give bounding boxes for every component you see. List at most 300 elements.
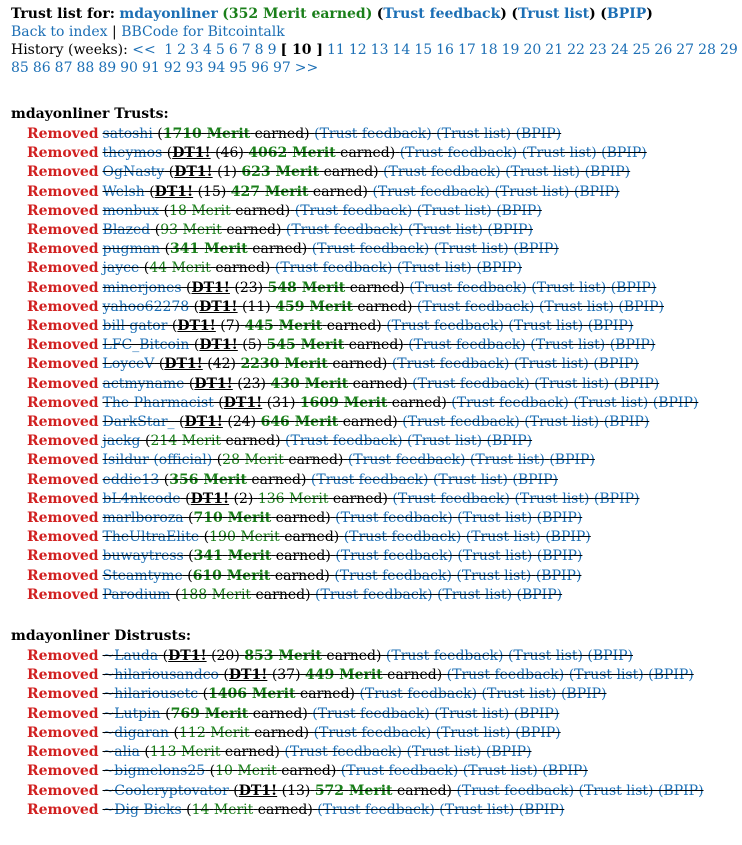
bpip-link[interactable]: (BPIP): [618, 298, 664, 315]
trust-feedback-link[interactable]: (Trust feedback): [416, 298, 535, 315]
history-next-link[interactable]: >>: [294, 60, 319, 76]
week-link[interactable]: 11: [327, 42, 345, 58]
merit-number: 1710: [162, 126, 202, 142]
bpip-link[interactable]: (BPIP): [610, 279, 657, 296]
entry-struck: yahoo62278 (DT1! (11) 459 Merit earned) (Trust feedback) (Trust list) (BPIP): [102, 298, 664, 315]
merit-word: Merit: [237, 763, 277, 780]
earned-text: earned): [226, 222, 282, 239]
dt-count: (15): [197, 183, 227, 200]
trust-feedback-link[interactable]: (Trust feedback): [312, 705, 430, 722]
history-weeks-line2: [11, 59, 661, 77]
trust-feedback-link[interactable]: (Trust feedback): [408, 337, 526, 354]
trust-list-link[interactable]: (Trust list): [507, 648, 583, 665]
merit-number: 710: [193, 510, 223, 527]
merit-number: 356: [169, 471, 199, 488]
entry-struck: ~Lauda (DT1! (20) 853 Merit earned) (Trust feedback) (Trust list) (BPIP): [102, 648, 633, 665]
list-item: [27, 183, 661, 202]
user-link[interactable]: ~Coolcryptovator: [102, 782, 229, 799]
history-label: History (weeks):: [11, 42, 128, 58]
merit-word: Merit: [211, 586, 252, 603]
trust-feedback-link[interactable]: (Trust feedback): [335, 510, 453, 527]
trust-list-link[interactable]: (Trust list): [465, 529, 541, 546]
bpip-link[interactable]: (BPIP): [515, 126, 562, 142]
header-bpip-link[interactable]: BPIP: [606, 6, 647, 22]
week-link[interactable]: 91: [141, 60, 160, 76]
user-link[interactable]: OgNasty: [102, 164, 165, 181]
list-item: [27, 586, 661, 605]
merit-number: 449: [305, 667, 335, 684]
bpip-link[interactable]: (BPIP): [593, 356, 639, 373]
removed-label: Removed: [27, 414, 99, 431]
week-link[interactable]: 25: [632, 42, 651, 58]
week-link[interactable]: 5: [215, 42, 225, 58]
bpip-link[interactable]: (BPIP): [648, 667, 694, 684]
user-link[interactable]: jayce: [102, 260, 140, 277]
entry-struck: monbux (18 Merit earned) (Trust feedback) (Trust list) (BPIP): [102, 202, 542, 219]
trust-feedback-link[interactable]: (Trust feedback): [383, 164, 501, 181]
list-item: [27, 221, 661, 240]
merit-number: 548: [267, 279, 297, 296]
trust-list-link[interactable]: (Trust list): [530, 337, 606, 354]
bpip-link[interactable]: (BPIP): [657, 782, 704, 799]
earned-text: earned): [225, 433, 281, 450]
week-link[interactable]: 12: [348, 42, 367, 58]
user-link[interactable]: pugman: [102, 241, 161, 258]
list-item: [27, 336, 661, 355]
bpip-link[interactable]: (BPIP): [613, 375, 660, 392]
trust-list-link[interactable]: (Trust list): [568, 667, 644, 684]
nav-line: [11, 23, 661, 41]
merit-value: [244, 648, 322, 664]
earned-text: earned): [252, 705, 308, 722]
bpip-link[interactable]: (BPIP): [476, 260, 522, 277]
week-link[interactable]: 9: [267, 42, 277, 58]
week-link[interactable]: 15: [414, 42, 433, 58]
bpip-link[interactable]: (BPIP): [573, 183, 620, 200]
week-link[interactable]: 94: [207, 60, 226, 76]
trust-feedback-link[interactable]: (Trust feedback): [343, 529, 462, 546]
merit-value: [192, 802, 254, 818]
trust-feedback-link[interactable]: (Trust feedback): [285, 222, 404, 239]
entry-struck: Steamtyme (610 Merit earned) (Trust feedback) (Trust list) (BPIP): [102, 567, 582, 584]
trust-list-link[interactable]: (Trust list): [396, 260, 472, 277]
list-item: [27, 685, 661, 704]
trusts-list: [27, 125, 699, 605]
trust-feedback-link[interactable]: (Trust feedback): [372, 183, 491, 200]
week-link[interactable]: 17: [457, 42, 476, 58]
week-link[interactable]: 27: [676, 42, 695, 58]
dt-count: (5): [242, 337, 263, 354]
bpip-link[interactable]: (BPIP): [487, 222, 533, 239]
bpip-link[interactable]: (BPIP): [587, 318, 634, 335]
merit-number: 572: [314, 782, 345, 799]
bpip-link[interactable]: (BPIP): [584, 164, 631, 181]
bpip-link[interactable]: (BPIP): [560, 686, 607, 703]
bpip-link[interactable]: (BPIP): [486, 433, 533, 450]
trust-feedback-link[interactable]: (Trust feedback): [315, 586, 433, 603]
bpip-link[interactable]: (BPIP): [485, 744, 532, 761]
removed-label: Removed: [27, 260, 99, 277]
bpip-link[interactable]: (BPIP): [516, 586, 563, 603]
list-item: [27, 355, 661, 374]
merit-value: [267, 337, 345, 353]
user-link[interactable]: ~Lutpin: [102, 705, 161, 722]
trust-list-link[interactable]: (Trust list): [494, 183, 570, 200]
list-item: [27, 240, 661, 259]
earned-text: earned): [235, 202, 291, 219]
earned-text: earned): [326, 648, 382, 665]
list-item: [27, 743, 661, 762]
week-link[interactable]: 1: [164, 42, 174, 58]
dt-count: (23): [234, 279, 264, 296]
trust-list-link[interactable]: (Trust list): [439, 801, 515, 818]
bpip-link[interactable]: (BPIP): [496, 202, 542, 219]
bpip-link[interactable]: (BPIP): [603, 414, 650, 431]
earned-text: earned): [348, 337, 404, 354]
week-link[interactable]: 18: [479, 42, 498, 58]
week-link[interactable]: 29: [719, 42, 738, 58]
merit-value: [215, 763, 277, 779]
merit-value: [163, 126, 250, 142]
bpip-link[interactable]: (BPIP): [593, 490, 640, 507]
user-link[interactable]: marlboroza: [102, 510, 184, 527]
merit-number: 28: [222, 452, 240, 469]
bpip-link[interactable]: (BPIP): [535, 567, 582, 584]
merit-word: Merit: [348, 782, 393, 799]
earned-text: earned): [224, 744, 280, 761]
entry-struck: marlboroza (710 Merit earned) (Trust feedback) (Trust list) (BPIP): [102, 510, 583, 527]
dt1-badge: DT1!: [228, 667, 268, 684]
user-link[interactable]: Isildur (official): [102, 452, 213, 469]
trust-list-link[interactable]: (Trust list): [407, 433, 483, 450]
earned-text: earned): [312, 183, 368, 200]
bpip-link[interactable]: (BPIP): [652, 394, 699, 411]
week-link[interactable]: 85: [11, 60, 29, 76]
merit-value: [169, 203, 231, 219]
user-link[interactable]: LFC_Bitcoin: [102, 337, 190, 354]
user-link[interactable]: mdayonliner: [119, 6, 218, 22]
trust-list-link[interactable]: (Trust list): [456, 567, 532, 584]
user-link[interactable]: The Pharmacist: [102, 394, 214, 411]
entry-struck: DarkStar_ (DT1! (24) 646 Merit earned) (Trust feedback) (Trust list) (BPIP): [102, 414, 650, 431]
trust-list-link[interactable]: (Trust list): [434, 705, 510, 722]
trust-feedback-link[interactable]: (Trust feedback): [347, 452, 466, 469]
trust-list-link[interactable]: (Trust list): [534, 375, 610, 392]
history-prev-link[interactable]: <<: [132, 42, 156, 58]
user-link[interactable]: Blazed: [102, 222, 151, 239]
trust-feedback-link[interactable]: (Trust feedback): [409, 279, 527, 296]
bpip-link[interactable]: (BPIP): [542, 763, 588, 780]
trust-feedback-link[interactable]: (Trust feedback): [335, 548, 453, 565]
week-link[interactable]: 93: [185, 60, 204, 76]
dt1-badge: DT1!: [190, 490, 230, 507]
trust-feedback-link[interactable]: (Trust feedback): [399, 145, 518, 162]
user-link[interactable]: DarkStar_: [102, 414, 175, 431]
trust-feedback-link[interactable]: (Trust feedback): [284, 744, 402, 761]
user-link[interactable]: bill gator: [102, 318, 168, 335]
trust-feedback-link[interactable]: (Trust feedback): [340, 763, 459, 780]
week-link[interactable]: 13: [370, 42, 389, 58]
bpip-link[interactable]: (BPIP): [512, 471, 558, 488]
user-link[interactable]: ~hilariousandco: [102, 667, 219, 684]
earned-text: earned): [275, 510, 331, 527]
dt1-badge: DT1!: [174, 164, 213, 181]
trust-list-link[interactable]: (Trust list): [437, 586, 513, 603]
user-link[interactable]: ~hilariousetc: [102, 686, 199, 703]
merit-word: Merit: [227, 548, 272, 565]
header-trust-list-link[interactable]: Trust list: [517, 6, 590, 22]
week-link[interactable]: 95: [229, 60, 248, 76]
removed-label: Removed: [27, 686, 99, 703]
removed-label: Removed: [27, 433, 99, 450]
trust-list-link[interactable]: (Trust list): [457, 510, 533, 527]
removed-label: Removed: [27, 126, 99, 142]
week-link[interactable]: 22: [567, 42, 585, 58]
merit-word: Merit: [275, 164, 320, 181]
removed-label: Removed: [27, 471, 99, 488]
trust-list-link[interactable]: (Trust list): [578, 782, 654, 799]
trust-list-link[interactable]: (Trust list): [416, 202, 492, 219]
entry-struck: satoshi (1710 Merit earned) (Trust feedback) (Trust list) (BPIP): [102, 126, 562, 142]
week-link[interactable]: 16: [436, 42, 454, 58]
user-link[interactable]: ~Lauda: [102, 648, 159, 665]
trust-list-link[interactable]: (Trust list): [433, 241, 509, 258]
nav-separator: |: [112, 24, 117, 40]
week-link[interactable]: 14: [392, 42, 411, 58]
week-link[interactable]: 28: [698, 42, 716, 58]
merit-number: 1406: [208, 686, 248, 703]
trust-list-link[interactable]: (Trust list): [469, 452, 545, 469]
user-link[interactable]: actmyname: [102, 375, 185, 392]
trust-feedback-link[interactable]: (Trust feedback): [392, 490, 510, 507]
entry-struck: eddie13 (356 Merit earned) (Trust feedback) (Trust list) (BPIP): [102, 471, 558, 488]
merit-value: [222, 452, 284, 468]
week-link[interactable]: 6: [228, 42, 238, 58]
removed-label: Removed: [27, 452, 99, 469]
merit-word: Merit: [309, 298, 353, 315]
bpip-link[interactable]: (BPIP): [549, 452, 595, 469]
entry-struck: Welsh (DT1! (15) 427 Merit earned) (Trust feedback) (Trust list) (BPIP): [102, 183, 620, 200]
trust-feedback-link[interactable]: (Trust feedback): [402, 414, 520, 431]
merit-value: [241, 164, 319, 180]
trust-list-link[interactable]: (Trust list): [524, 414, 600, 431]
bpip-link[interactable]: (BPIP): [536, 548, 583, 565]
week-link[interactable]: 19: [501, 42, 520, 58]
merit-word: Merit: [191, 202, 231, 219]
back-to-index-link[interactable]: Back to index: [11, 24, 108, 40]
trust-feedback-link[interactable]: (Trust feedback): [317, 801, 435, 818]
trust-feedback-link[interactable]: (Trust feedback): [451, 394, 569, 411]
bpip-link[interactable]: (BPIP): [587, 648, 633, 665]
trust-feedback-link[interactable]: (Trust feedback): [412, 375, 530, 392]
week-current: [ 10 ]: [280, 42, 323, 58]
merit-value: [149, 260, 211, 276]
week-link[interactable]: 26: [654, 42, 673, 58]
trust-list-link[interactable]: (Trust list): [531, 279, 607, 296]
merit-word: Merit: [240, 529, 280, 546]
earned-text: earned): [274, 567, 330, 584]
trust-feedback-link[interactable]: (Trust feedback): [386, 318, 504, 335]
user-link[interactable]: TheUltraElite: [102, 529, 200, 546]
merit-number: 10: [215, 763, 233, 780]
bpip-link[interactable]: (BPIP): [536, 510, 583, 527]
merit-value: [245, 318, 323, 334]
user-link[interactable]: LoyceV: [102, 356, 155, 373]
week-link[interactable]: 97: [272, 60, 291, 76]
earned-text: earned): [254, 126, 310, 142]
week-link[interactable]: 24: [610, 42, 629, 58]
week-link[interactable]: 87: [54, 60, 73, 76]
trust-list-link[interactable]: (Trust list): [513, 356, 589, 373]
trust-list-link[interactable]: (Trust list): [435, 724, 511, 741]
trust-list-link[interactable]: (Trust list): [462, 763, 538, 780]
week-link[interactable]: 96: [251, 60, 269, 76]
merit-number: 646: [260, 414, 290, 431]
user-link[interactable]: satoshi: [102, 126, 153, 142]
merit-value: [160, 222, 222, 238]
bpip-link[interactable]: (BPIP): [513, 705, 560, 722]
header-trust-feedback-link[interactable]: Trust feedback: [383, 6, 501, 22]
trust-list-link[interactable]: (Trust list): [521, 145, 597, 162]
title-prefix: Trust list for:: [11, 6, 115, 22]
user-link[interactable]: bL4nkcode: [102, 490, 181, 507]
entry-struck: theymos (DT1! (46) 4062 Merit earned) (Trust feedback) (Trust list) (BPIP): [102, 145, 647, 162]
merit-number: 136: [257, 490, 285, 507]
merit-word: Merit: [251, 686, 296, 703]
trust-feedback-link[interactable]: (Trust feedback): [294, 202, 413, 219]
merit-word: Merit: [339, 667, 383, 684]
trust-list-link[interactable]: (Trust list): [514, 490, 590, 507]
bpip-link[interactable]: (BPIP): [513, 241, 559, 258]
merit-number: 853: [244, 648, 274, 665]
user-link[interactable]: Welsh: [102, 183, 145, 200]
merit-value: [248, 145, 335, 161]
trust-feedback-link[interactable]: (Trust feedback): [274, 260, 393, 277]
trust-feedback-link[interactable]: (Trust feedback): [313, 724, 432, 741]
week-link[interactable]: 3: [190, 42, 199, 58]
entry-struck: ~Lutpin (769 Merit earned) (Trust feedback) (Trust list) (BPIP): [102, 705, 560, 722]
week-link[interactable]: 20: [523, 42, 542, 58]
week-link[interactable]: 4: [202, 42, 212, 58]
trust-feedback-link[interactable]: (Trust feedback): [391, 356, 510, 373]
bpip-link[interactable]: (BPIP): [609, 337, 656, 354]
user-link[interactable]: jackg: [102, 433, 141, 450]
user-link[interactable]: minerjones: [102, 279, 182, 296]
merit-value: [208, 686, 295, 702]
merit-word: Merit: [292, 145, 336, 162]
trust-feedback-link[interactable]: (Trust feedback): [456, 782, 575, 799]
merit-number: 623: [241, 164, 271, 181]
removed-label: Removed: [27, 548, 99, 565]
week-link[interactable]: 7: [241, 42, 251, 58]
trust-list-link[interactable]: (Trust list): [538, 298, 614, 315]
bpip-link[interactable]: (BPIP): [518, 801, 565, 818]
week-link[interactable]: 88: [76, 60, 95, 76]
week-link[interactable]: 86: [32, 60, 51, 76]
list-item: [27, 375, 661, 394]
bpip-link[interactable]: (BPIP): [545, 529, 591, 546]
week-link[interactable]: 2: [177, 42, 187, 58]
user-link[interactable]: Steamtyme: [102, 567, 183, 584]
trust-list-link[interactable]: (Trust list): [573, 394, 649, 411]
dt-count: (23): [237, 375, 267, 392]
dt-count: (1): [217, 164, 237, 181]
entry-struck: buwaytress (341 Merit earned) (Trust feedback) (Trust list) (BPIP): [102, 548, 583, 565]
merit-word: Merit: [300, 337, 345, 354]
trust-list-link[interactable]: (Trust list): [407, 222, 483, 239]
week-link[interactable]: 90: [120, 60, 138, 76]
trust-list-link[interactable]: (Trust list): [406, 744, 482, 761]
user-link[interactable]: buwaytress: [102, 548, 184, 565]
user-link[interactable]: ~bigmelons25: [102, 763, 206, 780]
merit-number: 445: [244, 318, 274, 335]
trust-list-link[interactable]: (Trust list): [457, 548, 533, 565]
dt1-badge: DT1!: [199, 298, 238, 315]
user-link[interactable]: eddie13: [102, 471, 160, 488]
entry-struck: ~Dig Bicks (14 Merit earned) (Trust feedback) (Trust list) (BPIP): [102, 801, 565, 818]
earned-text: earned): [252, 241, 308, 258]
entry-struck: actmyname (DT1! (23) 430 Merit earned) (Trust feedback) (Trust list) (BPIP): [102, 375, 660, 392]
week-link[interactable]: 92: [163, 60, 182, 76]
bpip-link[interactable]: (BPIP): [601, 145, 647, 162]
dt1-badge: DT1!: [177, 318, 216, 335]
merit-value: [209, 529, 280, 545]
merit-word: Merit: [204, 705, 249, 722]
user-link[interactable]: ~digaran: [102, 724, 170, 741]
trust-feedback-link[interactable]: (Trust feedback): [310, 471, 429, 488]
trust-feedback-link[interactable]: (Trust feedback): [285, 433, 403, 450]
merit-number: 430: [270, 375, 300, 392]
earned-text: earned): [281, 763, 337, 780]
trust-list-link[interactable]: (Trust list): [432, 471, 508, 488]
user-link[interactable]: Parodium: [102, 586, 171, 603]
user-link[interactable]: monbux: [102, 202, 160, 219]
bpip-link[interactable]: (BPIP): [515, 724, 561, 741]
removed-label: Removed: [27, 183, 99, 200]
removed-label: Removed: [27, 724, 99, 741]
user-link[interactable]: yahoo62278: [102, 298, 190, 315]
trust-feedback-link[interactable]: (Trust feedback): [385, 648, 504, 665]
trust-feedback-link[interactable]: (Trust feedback): [314, 126, 432, 142]
week-link[interactable]: 89: [98, 60, 117, 76]
entry-struck: bill gator (DT1! (7) 445 Merit earned) (Trust feedback) (Trust list) (BPIP): [102, 318, 634, 335]
merit-value: [150, 433, 221, 449]
removed-label: Removed: [27, 337, 99, 354]
trust-list-link[interactable]: (Trust list): [508, 318, 584, 335]
trust-feedback-link[interactable]: (Trust feedback): [359, 686, 478, 703]
trust-feedback-link[interactable]: (Trust feedback): [311, 241, 430, 258]
dt1-badge: DT1!: [238, 782, 278, 799]
trust-feedback-link[interactable]: (Trust feedback): [446, 667, 565, 684]
entry-struck: Isildur (official) (28 Merit earned) (Trust feedback) (Trust list) (BPIP): [102, 452, 595, 469]
list-item: [27, 125, 661, 144]
earned-text: earned): [349, 279, 405, 296]
user-link[interactable]: ~Dig Bicks: [102, 801, 182, 818]
trust-list-link[interactable]: (Trust list): [436, 126, 512, 142]
week-link[interactable]: 8: [254, 42, 264, 58]
week-link[interactable]: 23: [588, 42, 607, 58]
user-link[interactable]: theymos: [102, 145, 163, 162]
trust-feedback-link[interactable]: (Trust feedback): [334, 567, 452, 584]
week-link[interactable]: 21: [545, 42, 564, 58]
trust-list-link[interactable]: (Trust list): [505, 164, 581, 181]
trust-list-link[interactable]: (Trust list): [481, 686, 557, 703]
earned-text: earned): [299, 686, 355, 703]
removed-label: Removed: [27, 145, 99, 162]
user-link[interactable]: ~alia: [102, 744, 140, 761]
bbcode-link[interactable]: BBCode for Bitcointalk: [121, 24, 285, 40]
merit-value: [150, 744, 221, 760]
